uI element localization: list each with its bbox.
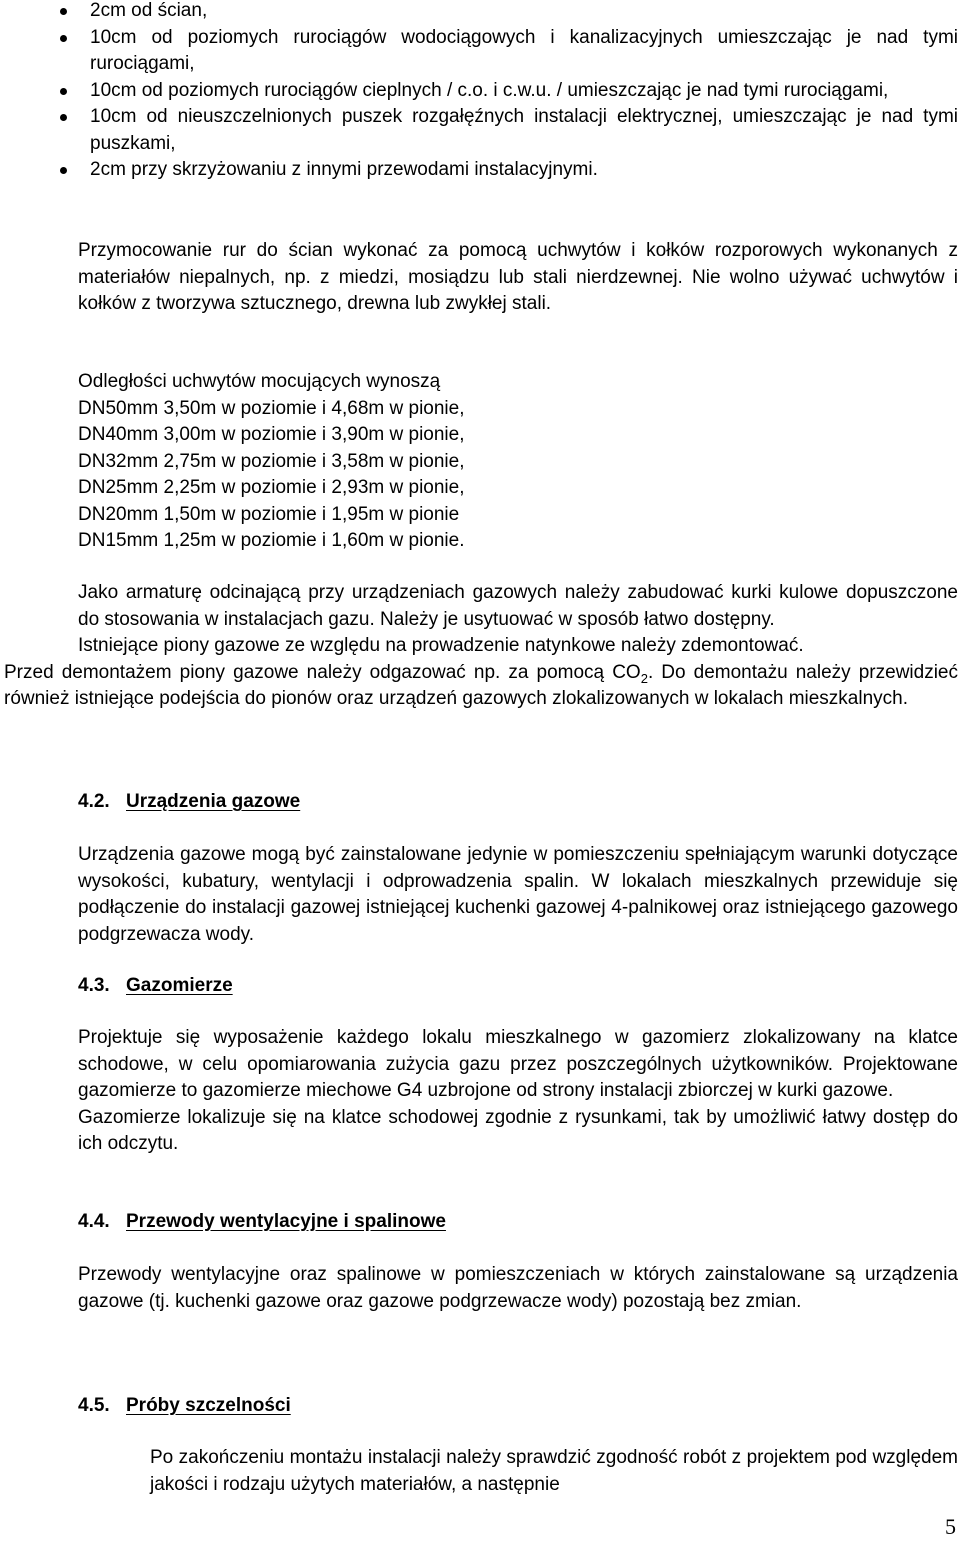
section-title: Gazomierze — [126, 975, 233, 996]
section-heading — [78, 789, 300, 816]
section-title: Przewody wentylacyjne i spalinowe — [126, 1211, 446, 1232]
section-paragraph: Urządzenia gazowe mogą być zainstalowane jedynie w pomieszczeniu spełniającym warunki dotyczące wysokości, kubatury, wentylacji i odprowadzenia spalin. W lokalach mieszkalnych przewiduje się podłączenie do instalacji gazowej istniejącej kuchenki gazowej 4-palnikowej oraz istniejącego gazowego podgrzewacza wody. — [78, 844, 958, 945]
degassing-paragraph: Przed demontażem piony gazowe należy odgazować np. za pomocą $CO_2$. Do demontażu należy przewidzieć również istniejące podejścia do pionów oraz urządzeń gazowych zlokalizowanych w lokalach mieszkalnych. — [4, 661, 958, 709]
bullet-item: 10cm od nieuszczelnionych puszek rozgałęźnych instalacji elektrycznej, umieszczając je nad tymi puszkami, — [56, 104, 958, 157]
section-body — [4, 1445, 958, 1498]
section-number: 4.3. — [78, 975, 110, 996]
bullet-dot-icon — [60, 8, 67, 15]
bullet-item: 10cm od poziomych rurociągów wodociągowych i kanalizacyjnych umieszczając je nad tymi rurociągami, — [56, 25, 958, 78]
section-paragraph: Projektuje się wyposażenie każdego lokalu mieszkalnego w gazomierz zlokalizowany na klatce schodowe, w celu opomiarowania zużycia gazu przez poszczególnych użytkowników. Projektowane gazomierze to gazomierze miechowe G4 uzbrojone od strony instalacji zbiorczej w kurki gazowe. — [78, 1027, 958, 1101]
bullet-dot-icon — [60, 167, 67, 174]
distance-row: DN15mm 1,25m w poziomie i 1,60m w pionie. — [78, 530, 465, 551]
section-number: 4.2. — [78, 791, 110, 812]
section-body — [4, 842, 958, 948]
page-number: 5 — [945, 1514, 956, 1539]
distance-row: DN25mm 2,25m w poziomie i 2,93m w pionie, — [78, 477, 465, 498]
distances-block — [78, 369, 678, 555]
distance-row: DN20mm 1,50m w poziomie i 1,95m w pionie — [78, 503, 460, 525]
bullet-item: 2cm od ścian, — [56, 0, 958, 25]
section-title: Urządzenia gazowe — [126, 791, 301, 812]
distance-row: DN50mm 3,50m w poziomie i 4,68m w pionie, — [78, 397, 465, 419]
distances-intro: Odległości uchwytów mocujących wynoszą — [78, 371, 441, 392]
section-paragraph: Przewody wentylacyjne oraz spalinowe w pomieszczeniach w których zainstalowane są urządzenia gazowe (tj. kuchenki gazowe oraz gazowe podgrzewacze wody) pozostają bez zmian. — [78, 1264, 958, 1312]
section-heading — [78, 1209, 446, 1236]
bullet-dot-icon — [60, 35, 67, 42]
bullet-item: 2cm przy skrzyżowaniu z innymi przewodami instalacyjnymi. — [56, 157, 958, 184]
section-number: 4.4. — [78, 1211, 110, 1232]
bullet-dot-icon — [60, 88, 67, 95]
distance-row: DN40mm 3,00m w poziomie i 3,90m w pionie, — [78, 424, 465, 445]
section-paragraph: Gazomierze lokalizuje się na klatce schodowej zgodnie z rysunkami, tak by umożliwić łatwy dostęp do ich odczytu. — [78, 1106, 958, 1154]
bullet-item: 10cm od poziomych rurociągów cieplnych / c.o. i c.w.u. / umieszczając je nad tymi rurociągami, — [56, 78, 958, 105]
section-paragraph: Po zakończeniu montażu instalacji należy sprawdzić zgodność robót z projektem pod względem jakości i rodzaju użytych materiałów, a następnie — [150, 1447, 958, 1495]
section-body — [4, 1262, 958, 1315]
distance-row: DN32mm 2,75m w poziomie i 3,58m w pionie, — [78, 450, 465, 472]
valves-block — [4, 580, 958, 713]
bullet-dot-icon — [60, 114, 67, 121]
section-body — [4, 1025, 958, 1158]
section-heading — [78, 973, 233, 1000]
section-heading — [78, 1393, 291, 1420]
section-title: Próby szczelności — [126, 1395, 291, 1416]
valves-paragraph: Jako armaturę odcinającą przy urządzeniach gazowych należy zabudować kurki kulowe dopuszczone do stosowania w instalacjach gazu. Należy je usytuować w sposób łatwo dostępny. — [78, 582, 958, 630]
mounting-paragraph — [4, 238, 958, 318]
mounting-text: Przymocowanie rur do ścian wykonać za pomocą uchwytów i kołków rozporowych wykonanych z materiałów niepalnych, np. z miedzi, mosiądzu lub stali nierdzewnej. Nie wolno używać uchwytów i kołków z tworzywa sztucznego, drewna lub zwykłej stali. — [78, 240, 958, 314]
co2-subscript: 2 — [640, 670, 648, 686]
risers-paragraph: Istniejące piony gazowe ze względu na prowadzenie natynkowe należy zdemontować. — [78, 635, 804, 656]
section-number: 4.5. — [78, 1395, 110, 1416]
clearance-bullet-list — [56, 0, 958, 184]
